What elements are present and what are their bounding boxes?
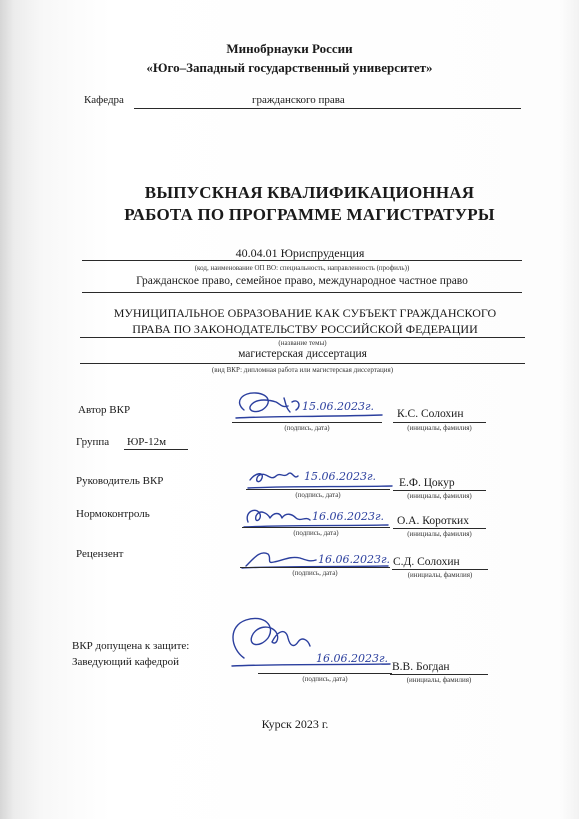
author-signature: [232, 388, 392, 424]
topic-caption: (название темы): [278, 339, 327, 347]
head-sign-line: [258, 673, 392, 674]
supervisor-name-caption: (инициалы, фамилия): [407, 492, 472, 500]
title-line-2: РАБОТА ПО ПРОГРАММЕ МАГИСТРАТУРЫ: [124, 205, 495, 224]
author-label: Автор ВКР: [78, 404, 131, 416]
group-line: [124, 449, 188, 450]
department-value: гражданского права: [252, 94, 345, 106]
normcontrol-label: Нормоконтроль: [76, 508, 150, 520]
specialty-line: [82, 260, 522, 261]
normcontrol-sign-date: 16.06.2023г.: [312, 510, 385, 523]
reviewer-sign-caption: (подпись, дата): [292, 569, 338, 577]
head-signature: [224, 612, 394, 674]
normcontrol-sign-caption: (подпись, дата): [293, 529, 339, 537]
supervisor-sign-line: [246, 489, 390, 490]
head-sign-caption: (подпись, дата): [302, 675, 348, 683]
reviewer-sign-date: 16.06.2023г.: [318, 553, 391, 566]
author-sign-date: 15.06.2023г.: [302, 400, 375, 413]
supervisor-name-line: [393, 490, 486, 491]
specialty-profile: Гражданское право, семейное право, международное частное право: [136, 275, 468, 287]
title-line-1: ВЫПУСКНАЯ КВАЛИФИКАЦИОННАЯ: [144, 183, 475, 202]
supervisor-sign-caption: (подпись, дата): [295, 491, 341, 499]
head-sign-date: 16.06.2023г.: [316, 652, 389, 665]
group-label: Группа: [76, 436, 110, 448]
footer-city-year: Курск 2023 г.: [261, 717, 329, 731]
reviewer-name: С.Д. Солохин: [393, 556, 460, 568]
supervisor-sign-date: 15.06.2023г.: [304, 470, 377, 483]
profile-line: [82, 292, 522, 293]
author-name-caption: (инициалы, фамилия): [407, 424, 472, 432]
specialty-value: 40.04.01 Юриспруденция: [235, 246, 365, 260]
head-name: В.В. Богдан: [392, 661, 450, 673]
group-value: ЮР-12м: [127, 436, 167, 448]
department-label: Кафедра: [84, 94, 124, 106]
university-heading: «Юго–Западный государственный университет»: [146, 60, 433, 75]
author-sign-caption: (подпись, дата): [284, 424, 330, 432]
head-name-line: [390, 674, 488, 675]
work-type-caption: (вид ВКР: дипломная работа или магистерская диссертация): [211, 366, 394, 374]
author-name: К.С. Солохин: [397, 408, 464, 420]
supervisor-label: Руководитель ВКР: [76, 475, 164, 487]
topic-line-1: МУНИЦИПАЛЬНОЕ ОБРАЗОВАНИЕ КАК СУБЪЕКТ ГРАЖДАНСКОГО: [113, 306, 497, 320]
reviewer-name-line: [392, 569, 488, 570]
specialty-caption: (код, наименование ОП ВО: специальность, направленность (профиль)): [194, 264, 410, 272]
work-type-line: [80, 363, 525, 364]
author-sign-line: [232, 422, 382, 423]
supervisor-name: Е.Ф. Цокур: [399, 477, 455, 489]
normcontrol-sign-line: [242, 527, 390, 528]
normcontrol-name-caption: (инициалы, фамилия): [407, 530, 472, 538]
normcontrol-name: О.А. Коротких: [397, 515, 469, 527]
department-line: [134, 108, 521, 109]
reviewer-label: Рецензент: [76, 548, 124, 560]
normcontrol-name-line: [393, 528, 486, 529]
reviewer-name-caption: (инициалы, фамилия): [407, 571, 473, 579]
author-name-line: [393, 422, 486, 423]
topic-line-2: ПРАВА ПО ЗАКОНОДАТЕЛЬСТВУ РОССИЙСКОЙ ФЕДЕРАЦИИ: [132, 322, 478, 336]
head-name-caption: (инициалы, фамилия): [406, 676, 472, 684]
head-of-department-label: Заведующий кафедрой: [72, 656, 179, 668]
work-type-value: магистерская диссертация: [238, 348, 367, 360]
topic-line: [80, 337, 525, 338]
reviewer-sign-line: [240, 567, 390, 568]
ministry-heading: Минобрнауки России: [226, 41, 353, 56]
admission-label: ВКР допущена к защите:: [72, 640, 190, 652]
